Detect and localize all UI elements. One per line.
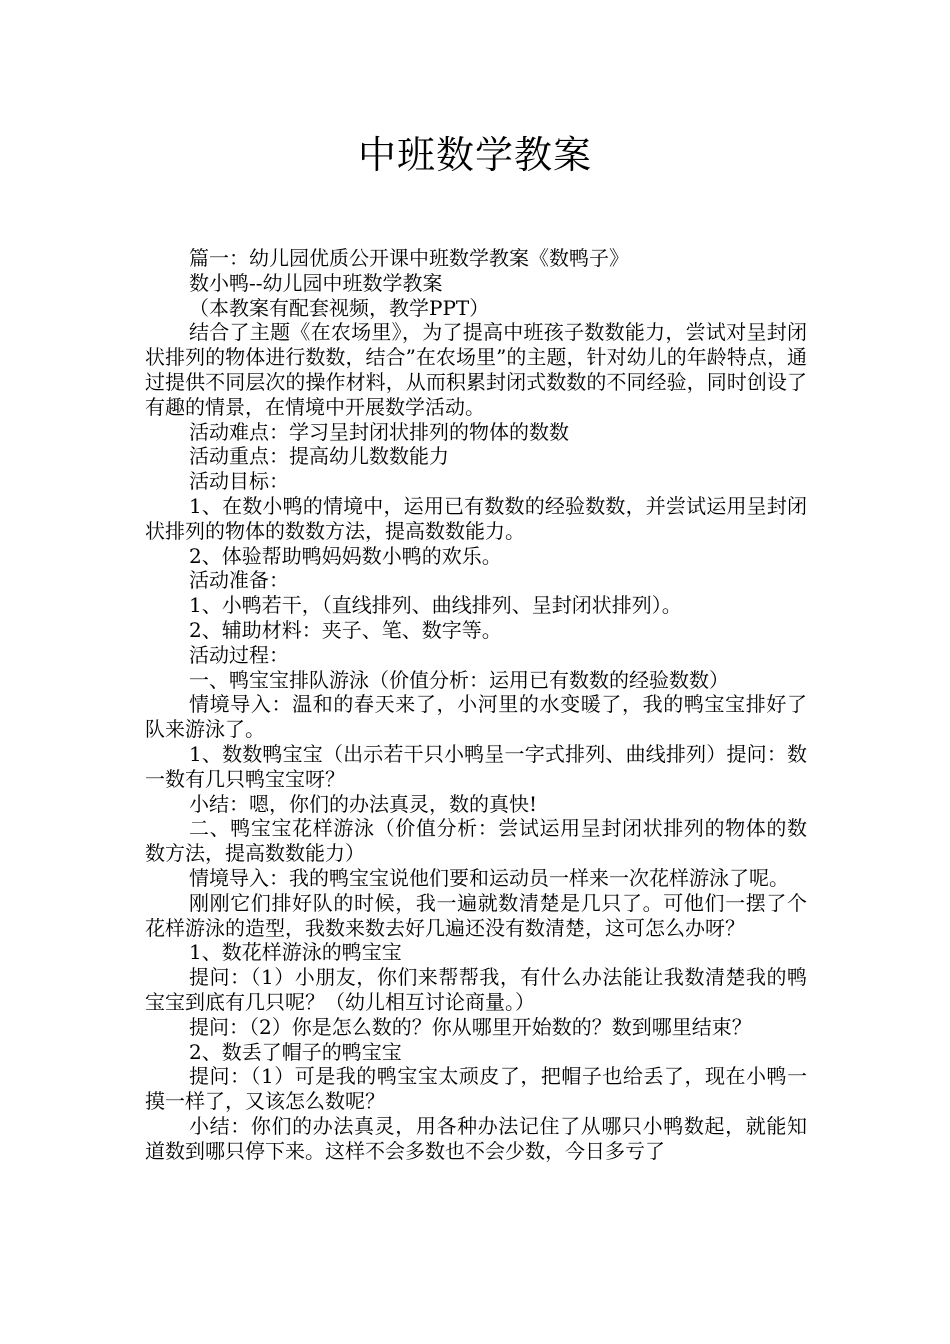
paragraph: 1、在数小鸭的情境中，运用已有数数的经验数数，并尝试运用呈封闭状排列的物体的数数方法，提高数数能力。 [145,493,807,543]
paragraph: 活动目标： [189,469,289,494]
paragraph: 一、鸭宝宝排队游泳（价值分析：运用已有数数的经验数数） [189,667,729,692]
paragraph: 刚刚它们排好队的时候，我一遍就数清楚是几只了。可他们一摆了个花样游泳的造型，我数来数去好几遍还没有数清楚，这可怎么办呀？ [145,890,807,940]
paragraph: 二、鸭宝宝花样游泳（价值分析：尝试运用呈封闭状排列的物体的数数方法，提高数数能力） [145,816,807,866]
paragraph: 小结：你们的办法真灵，用各种办法记住了从哪只小鸭数起，就能知道数到哪只停下来。这样不会多数也不会少数，今日多亏了 [145,1113,807,1163]
paragraph: 2、辅助材料：夹子、笔、数字等。 [189,617,502,642]
paragraph: 情境导入：温和的春天来了，小河里的水变暖了，我的鸭宝宝排好了队来游泳了。 [145,692,807,742]
paragraph: 提问：（1）小朋友，你们来帮帮我，有什么办法能让我数清楚我的鸭宝宝到底有几只呢？（幼儿相互讨论商量。） [145,965,807,1014]
paragraph: 2、数丢了帽子的鸭宝宝 [189,1039,402,1064]
paragraph: 数小鸭--幼儿园中班数学教案 [189,270,443,295]
paragraph: 提问：（1）可是我的鸭宝宝太顽皮了，把帽子也给丢了，现在小鸭一摸一样了，又该怎么数呢？ [145,1064,807,1114]
document-body [145,246,807,1163]
paragraph: 活动重点：提高幼儿数数能力 [189,444,449,469]
paragraph: 1、小鸭若干，（直线排列、曲线排列、呈封闭状排列）。 [189,593,682,618]
paragraph: 结合了主题《在农场里》，为了提高中班孩子数数能力，尝试对呈封闭状排列的物体进行数数，结合”在农场里”的主题，针对幼儿的年龄特点，通过提供不同层次的操作材料，从而积累封闭式数数的不同经验，同时创设了有趣的情景，在情境中开展数学活动。 [145,320,807,419]
paragraph: 篇一：幼儿园优质公开课中班数学教案《数鸭子》 [189,246,629,270]
paragraph: 提问：（2）你是怎么数的？你从哪里开始数的？数到哪里结束？ [189,1014,752,1039]
paragraph: 1、数花样游泳的鸭宝宝 [189,940,402,965]
paragraph: 小结：嗯，你们的办法真灵，数的真快! [189,791,538,816]
paragraph: 1、数数鸭宝宝（出示若干只小鸭呈一字式排列、曲线排列）提问：数一数有几只鸭宝宝呀？ [145,741,807,791]
paragraph: （本教案有配套视频，教学PPT） [189,295,490,320]
paragraph: 活动过程： [189,642,289,667]
document-title: 中班数学教案 [357,133,592,177]
paragraph: 活动难点：学习呈封闭状排列的物体的数数 [189,419,569,444]
paragraph: 活动准备： [189,568,289,593]
paragraph: 情境导入：我的鸭宝宝说他们要和运动员一样来一次花样游泳了呢。 [189,865,789,890]
paragraph: 2、体验帮助鸭妈妈数小鸭的欢乐。 [189,543,502,568]
